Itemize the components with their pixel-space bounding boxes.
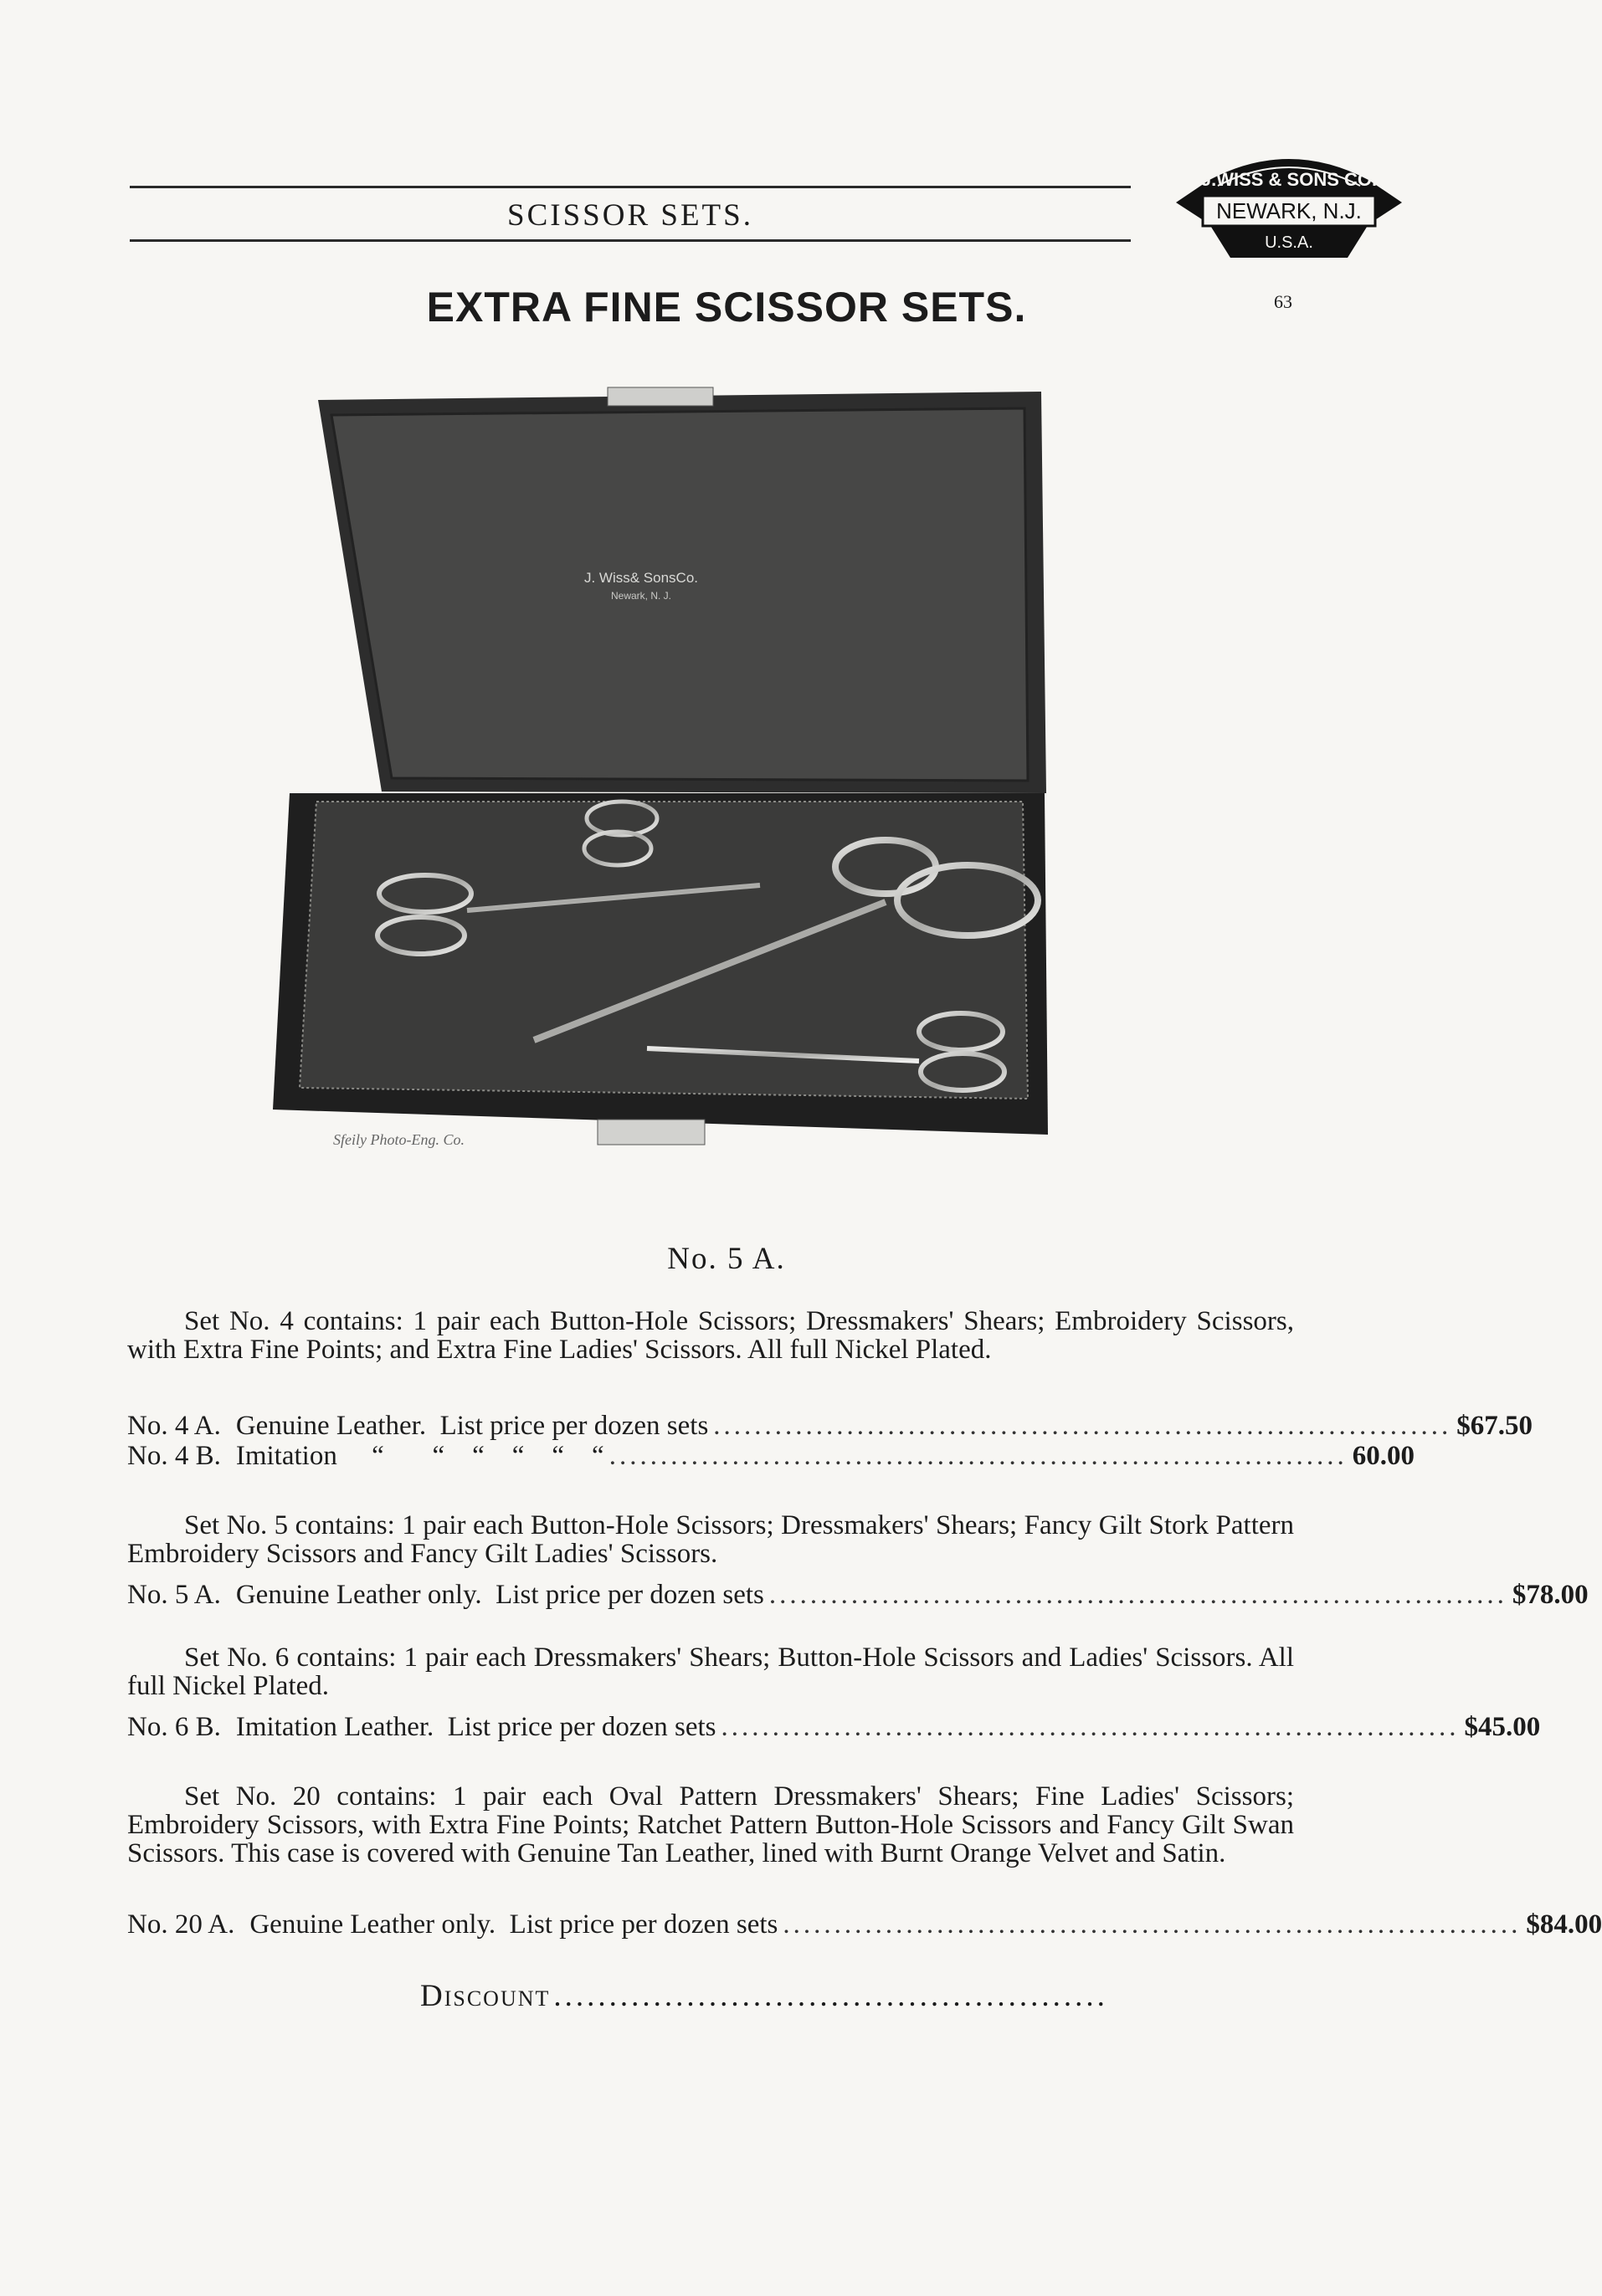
scissor-set-case-illustration — [266, 383, 1053, 1153]
item-text: Imitation Leather. List price per dozen sets — [235, 1712, 716, 1742]
item-price: $78.00 — [1512, 1580, 1589, 1610]
set-20-description: Set No. 20 contains: 1 pair each Oval Pattern Dressmakers' Shears; Fine Ladies' Scissors; Embroidery Scissors, with Extra Fine Points; Ratchet Pattern Button-Hole Scissors and Fancy Gilt Swan Scissors. This case is covered with Genuine Tan Leather, lined with Burnt Orange Velvet and Satin. — [127, 1781, 1294, 1868]
dot-leader: .................................................. — [553, 1979, 1108, 2013]
page-title: EXTRA FINE SCISSOR SETS. — [426, 284, 1027, 331]
logo-top-text: J.WISS & SONS CO. — [1200, 169, 1378, 190]
header-rule-bottom — [130, 239, 1131, 242]
price-line-20a — [127, 1909, 1602, 1941]
price-line-4b — [127, 1441, 1415, 1473]
dot-leader: ........................................................................ — [721, 1712, 1460, 1742]
illustration-caption: No. 5 A. — [667, 1242, 786, 1276]
case-lid — [318, 392, 1046, 793]
item-text: Imitation “ “ “ “ “ “ — [235, 1441, 604, 1471]
item-price: $45.00 — [1464, 1712, 1541, 1742]
header-rule-top — [130, 186, 1131, 188]
logo-middle-text: NEWARK, N.J. — [1216, 198, 1362, 223]
item-number: No. 4 B. — [127, 1441, 221, 1471]
item-price: 60.00 — [1352, 1441, 1415, 1471]
discount-label: Discount — [420, 1979, 551, 2013]
item-text: Genuine Leather. List price per dozen sets — [235, 1411, 709, 1441]
item-text: Genuine Leather only. List price per dozen sets — [235, 1580, 764, 1610]
price-line-6b — [127, 1712, 1541, 1744]
lid-label-line1: J. Wiss& SonsCo. — [583, 570, 699, 586]
company-logo — [1159, 142, 1419, 276]
set-6-description: Set No. 6 contains: 1 pair each Dressmakers' Shears; Button-Hole Scissors and Ladies' Scissors. All full Nickel Plated. — [127, 1643, 1294, 1701]
item-price: $67.50 — [1456, 1411, 1533, 1441]
dot-leader: ........................................................................ — [608, 1441, 1348, 1471]
item-text: Genuine Leather only. List price per dozen sets — [249, 1909, 778, 1940]
price-line-5a — [127, 1580, 1589, 1612]
set-5-description: Set No. 5 contains: 1 pair each Button-Hole Scissors; Dressmakers' Shears; Fancy Gilt Stork Pattern Embroidery Scissors and Fancy Gilt Ladies' Scissors. — [127, 1510, 1294, 1569]
logo-bottom-text: U.S.A. — [1265, 233, 1313, 252]
dot-leader: ........................................................................ — [783, 1909, 1522, 1940]
price-line-4a — [127, 1411, 1533, 1443]
dot-leader: ........................................................................ — [768, 1580, 1507, 1610]
dot-leader: ........................................................................ — [713, 1411, 1452, 1441]
lid-clasp — [608, 387, 713, 406]
item-number: No. 20 A. — [127, 1909, 235, 1940]
discount-line — [420, 1978, 1108, 2014]
section-title: SCISSOR SETS. — [507, 198, 753, 233]
item-number: No. 4 A. — [127, 1411, 221, 1441]
page-number: 63 — [1274, 291, 1292, 312]
item-number: No. 5 A. — [127, 1580, 221, 1610]
base-clasp — [598, 1120, 705, 1145]
item-number: No. 6 B. — [127, 1712, 221, 1742]
set-4-description: Set No. 4 contains: 1 pair each Button-Hole Scissors; Dressmakers' Shears; Embroidery Scissors, with Extra Fine Points; and Extra Fine Ladies' Scissors. All full Nickel Plated. — [127, 1306, 1294, 1365]
engraver-signature: Sfeily Photo-Eng. Co. — [333, 1131, 465, 1148]
item-price: $84.00 — [1526, 1909, 1602, 1940]
lid-label-line2: Newark, N. J. — [610, 590, 672, 602]
